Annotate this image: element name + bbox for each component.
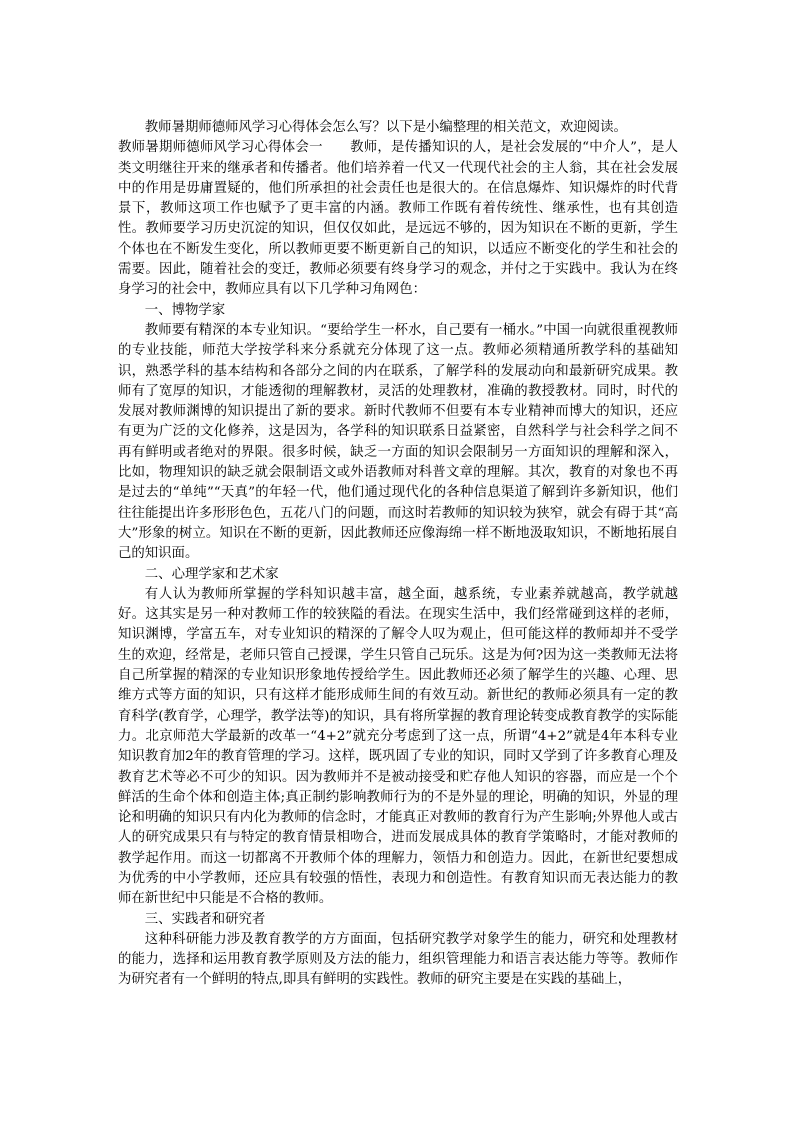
paragraph-2: 教师要有精深的本专业知识。“要给学生一杯水，自己要有一桶水。”中国一向就很重视教师的专业技能，师范大学按学科来分系就充分体现了这一点。教师必须精通所教学科的基础知识，熟悉学科的基本结构和各部分之间的内在联系，了解学科的发展动向和最新研究成果。教师有了宽厚的知识，才能透彻的理解教材，灵活的处理教材，准确的教授教材。同时，时代的发展对教师渊博的知识提出了新的要求。新时代教师不但要有本专业精神而博大的知识，还应有更为广泛的文化修养，这是因为，各学科的知识联系日益紧密，自然科学与社会科学之间不再有鲜明或者绝对的界限。很多时候，缺乏一方面的知识会限制另一方面知识的理解和深入，比如，物理知识的缺乏就会限制语文或外语教师对科普文章的理解。其次，教育的对象也不再是过去的“单纯”“天真”的年轻一代，他们通过现代化的各种信息渠道了解到许多新知识，他们往往能提出许多形形色色，五花八门的问题，而这时若教师的知识较为狭窄，就会有碍于其“高大”形象的树立。知识在不断的更新，因此教师还应像海绵一样不断地汲取知识，不断地拓展自己的知识面。 — [118, 322, 678, 562]
paragraph-4: 这种科研能力涉及教育教学的方方面面，包括研究教学对象学生的能力，研究和处理教材的能力，选择和运用教育教学原则及方法的能力，组织管理能力和语言表达能力等等。教师作为研究者有一个鲜明的特点,即具有鲜明的实践性。教师的研究主要是在实践的基础上， — [118, 931, 678, 988]
heading-2: 二、心理学家和艺术家 — [144, 566, 279, 582]
paragraph-3: 有人认为教师所掌握的学科知识越丰富，越全面，越系统，专业素养就越高，教学就越好。这其实是另一种对教师工作的较狭隘的看法。在现实生活中，我们经常碰到这样的老师，知识渊博，学富五车，对专业知识的精深的了解令人叹为观止，但可能这样的教师却并不受学生的欢迎，经常是，老师只管自己授课，学生只管自己玩乐。这是为何?因为这一类教师无法将自己所掌握的精深的专业知识形象地传授给学生。因此教师还必须了解学生的兴趣、心理、思维方式等方面的知识，只有这样才能形成师生间的有效互动。新世纪的教师必须具有一定的教育科学(教育学，心理学，教学法等)的知识，具有将所掌握的教育理论转变成教育教学的实际能力。北京师范大学最新的改革一“4+2”就充分考虑到了这一点，所谓“4+2”就是4年本科专业知识教育加2年的教育管理的学习。这样，既巩固了专业的知识，同时又学到了许多教育心理及教育艺术等必不可少的知识。因为教师并不是被动接受和贮存他人知识的容器，而应是一个个鲜活的生命个体和创造主体;真正制约影响教师行为的不是外显的理论，明确的知识，外显的理论和明确的知识只有内化为教师的信念时，才能真正对教师的教育行为产生影响;外界他人或古人的研究成果只有与特定的教育情景相吻合，进而发展成具体的教育学策略时，才能对教师的教学起作用。而这一切都离不开教师个体的理解力，领悟力和创造力。因此，在新世纪要想成为优秀的中小学教师，还应具有较强的悟性，表现力和创造性。有教育知识而无表达能力的教师在新世纪中只能是不合格的教师。 — [118, 586, 678, 907]
paragraph-1: 教师暑期师德师风学习心得体会一 教师，是传播知识的人，是社会发展的“中介人”，是人类文明继往开来的继承者和传播者。他们培养着一代又一代现代社会的主人翁，其在社会发展中的作用是毋庸置疑的，他们所承担的社会责任也是很大的。在信息爆炸、知识爆炸的时代背景下，教师这项工作也赋予了更丰富的内涵。教师工作既有着传统性、继承性，也有其创造性。教师要学习历史沉淀的知识，但仅仅如此，是远远不够的，因为知识在不断的更新，学生个体也在不断发生变化，所以教师更要不断更新自己的知识，以适应不断变化的学生和社会的需要。因此，随着社会的变迁，教师必须要有终身学习的观念，并付之于实践中。我认为在终身学习的社会中，教师应具有以下几学种习角网色： — [118, 140, 678, 298]
intro-line: 教师暑期师德师风学习心得体会怎么写？以下是小编整理的相关范文，欢迎阅读。 — [144, 120, 627, 135]
document-page — [118, 118, 678, 991]
heading-3: 三、实践者和研究者 — [144, 911, 266, 927]
heading-1: 一、博物学家 — [144, 302, 226, 318]
